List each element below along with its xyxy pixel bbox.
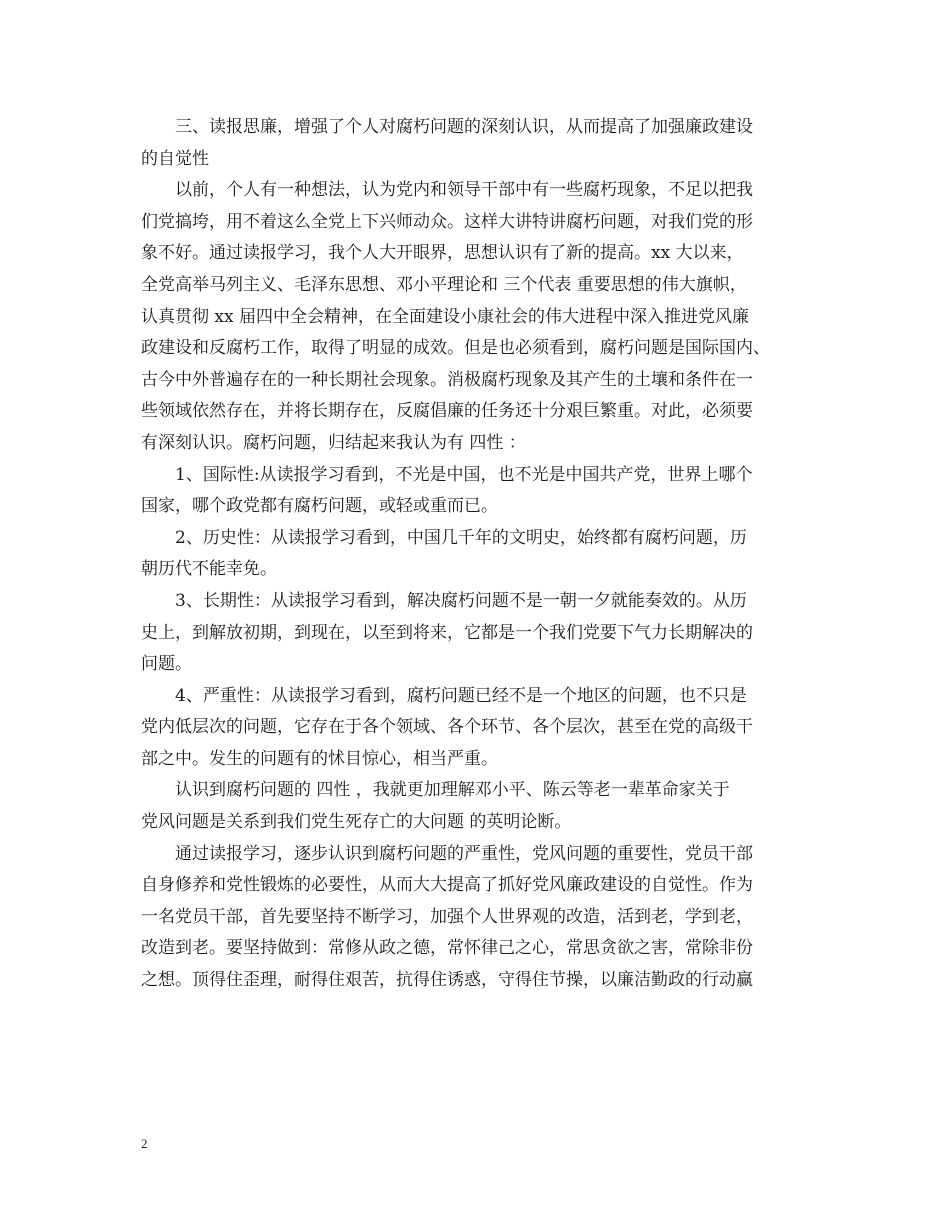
text-line: 1、国际性:从读报学习看到，不光是中国，也不光是中国共产党，世界上哪个: [175, 464, 753, 485]
text-line: 部之中。发生的问题有的怵目惊心，相当严重。: [141, 748, 498, 769]
text-line: 国家，哪个政党都有腐朽问题，或轻或重而已。: [141, 496, 498, 517]
document-body: [141, 112, 821, 997]
text-line: 朝历代不能幸免。: [141, 559, 277, 580]
text-line: 认真贯彻 xx 届四中全会精神，在全面建设小康社会的伟大进程中深入推进党风廉: [141, 306, 749, 327]
text-line: 之想。顶得住歪理，耐得住艰苦，抗得住诱惑，守得住节操，以廉洁勤政的行动赢: [141, 970, 753, 991]
text-line: 通过读报学习，逐步认识到腐朽问题的严重性，党风问题的重要性，党员干部: [175, 843, 753, 864]
text-line: 3、长期性：从读报学习看到，解决腐朽问题不是一朝一夕就能奏效的。从历: [175, 590, 747, 611]
text-line: 的自觉性: [141, 148, 209, 169]
text-line: 象不好。通过读报学习，我个人大开眼界，思想认识有了新的提高。xx 大以来，: [141, 243, 744, 264]
text-line: 认识到腐朽问题的 四性 ，我就更加理解邓小平、陈云等老一辈革命家关于: [175, 780, 730, 801]
text-line: 自身修养和党性锻炼的必要性，从而大大提高了抓好党风廉政建设的自觉性。作为: [141, 875, 753, 896]
text-line: 古今中外普遍存在的一种长期社会现象。消极腐朽现象及其产生的土壤和条件在一: [141, 369, 753, 390]
text-line: 问题。: [141, 654, 192, 675]
text-line: 党内低层次的问题，它存在于各个领域、各个环节、各个层次，甚至在党的高级干: [141, 717, 753, 738]
text-line: 党风问题是关系到我们党生死存亡的大问题 的英明论断。: [141, 812, 572, 833]
text-line: 有深刻认识。腐朽问题，归结起来我认为有 四性 ：: [141, 432, 526, 453]
text-line: 史上，到解放初期，到现在，以至到将来，它都是一个我们党要下气力长期解决的: [141, 622, 753, 643]
text-line: 4、严重性：从读报学习看到，腐朽问题已经不是一个地区的问题，也不只是: [175, 685, 747, 706]
text-line: 三、读报思廉，增强了个人对腐朽问题的深刻认识，从而提高了加强廉政建设: [175, 117, 753, 137]
text-line: 以前，个人有一种想法，认为党内和领导干部中有一些腐朽现象，不足以把我: [175, 180, 753, 201]
text-line: 全党高举马列主义、毛泽东思想、邓小平理论和 三个代表 重要思想的伟大旗帜，: [141, 274, 747, 295]
text-line: 一名党员干部，首先要坚持不断学习，加强个人世界观的改造，活到老，学到老，: [141, 906, 753, 927]
page-number: 2: [141, 1136, 148, 1151]
text-line: 改造到老。要坚持做到：常修从政之德，常怀律己之心，常思贪欲之害，常除非份: [141, 938, 753, 959]
text-line: 些领域依然存在，并将长期存在，反腐倡廉的任务还十分艰巨繁重。对此，必须要: [141, 401, 753, 422]
text-line: 政建设和反腐朽工作，取得了明显的成效。但是也必须看到，腐朽问题是国际国内、: [141, 338, 770, 359]
text-line: 们党搞垮，用不着这么全党上下兴师动众。这样大讲特讲腐朽问题，对我们党的形: [141, 211, 753, 232]
text-line: 2、历史性：从读报学习看到，中国几千年的文明史，始终都有腐朽问题，历: [175, 527, 747, 548]
